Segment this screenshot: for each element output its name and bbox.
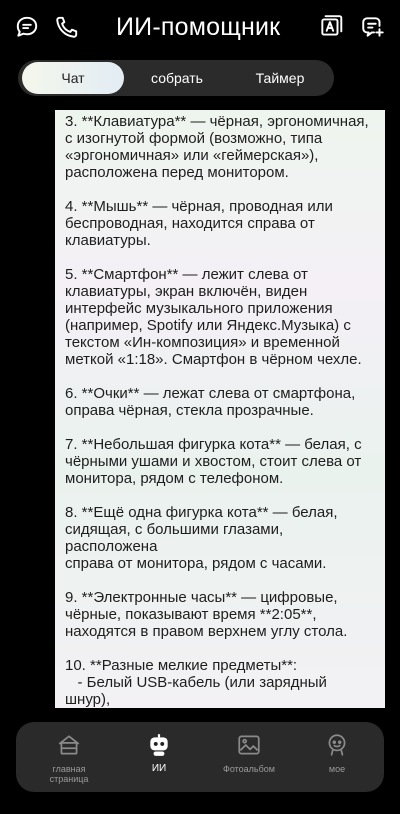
page-title: ИИ-помощник: [116, 13, 281, 41]
new-chat-icon[interactable]: [358, 12, 388, 42]
header: [0, 0, 400, 56]
tab-timer[interactable]: Таймер: [255, 70, 305, 86]
nav-label-home: главная страница: [49, 764, 89, 784]
profile-icon: [292, 730, 382, 760]
bottom-nav: [16, 722, 384, 792]
translate-icon[interactable]: [316, 12, 346, 42]
photo-album-icon: [204, 730, 294, 760]
chat-message-text: 3. **Клавиатура** — чёрная, эргономичная, с изогнутой формой (возможно, типа «эргономичная» или «геймерская»), расположена перед монитором. 4. **Мышь** — чёрная, проводная или беспроводная, находится справа от клавиатуры. 5. **Смартфон** — лежит слева от клавиатуры, экран включён, виден интерфейс музыкального приложения (например, Spotify или Яндекс.Музыка) с текстом «Ин-композиция» и временной меткой «1:18». Смартфон в чёрном чехле. 6. **Очки** — лежат слева от смартфона, оправа чёрная, стекла прозрачные. 7. **Небольшая фигурка кота** — белая, с чёрными ушами и хвостом, стоит слева от монитора, рядом с телефоном. 8. **Ещё одна фигурка кота** — белая, сидящая, с большими глазами, расположена справа от монитора, рядом с часами. 9. **Электронные часы** — цифровые, чёрные, показывают время **2:05**, находятся в правом верхнем углу стола. 10. **Разные мелкие предметы**: - Белый USB-кабель (или зарядный шнур),: [65, 113, 369, 708]
chat-message-card[interactable]: [55, 110, 385, 708]
nav-item-ai[interactable]: [114, 730, 204, 774]
nav-label-ai: ИИ: [151, 763, 167, 774]
tab-collect[interactable]: собрать: [151, 70, 203, 86]
nav-item-home[interactable]: [24, 730, 114, 784]
nav-label-photo-album: Фотоальбом: [223, 764, 275, 774]
home-icon: [24, 730, 114, 760]
nav-item-photo-album[interactable]: [204, 730, 294, 774]
nav-item-profile[interactable]: [292, 730, 382, 774]
tab-bar: [18, 60, 334, 96]
chat-bubble-icon[interactable]: [12, 12, 42, 42]
tab-chat[interactable]: Чат: [22, 62, 124, 94]
nav-label-profile: мое: [328, 764, 346, 774]
phone-icon[interactable]: [52, 12, 82, 42]
robot-icon: [114, 730, 204, 760]
